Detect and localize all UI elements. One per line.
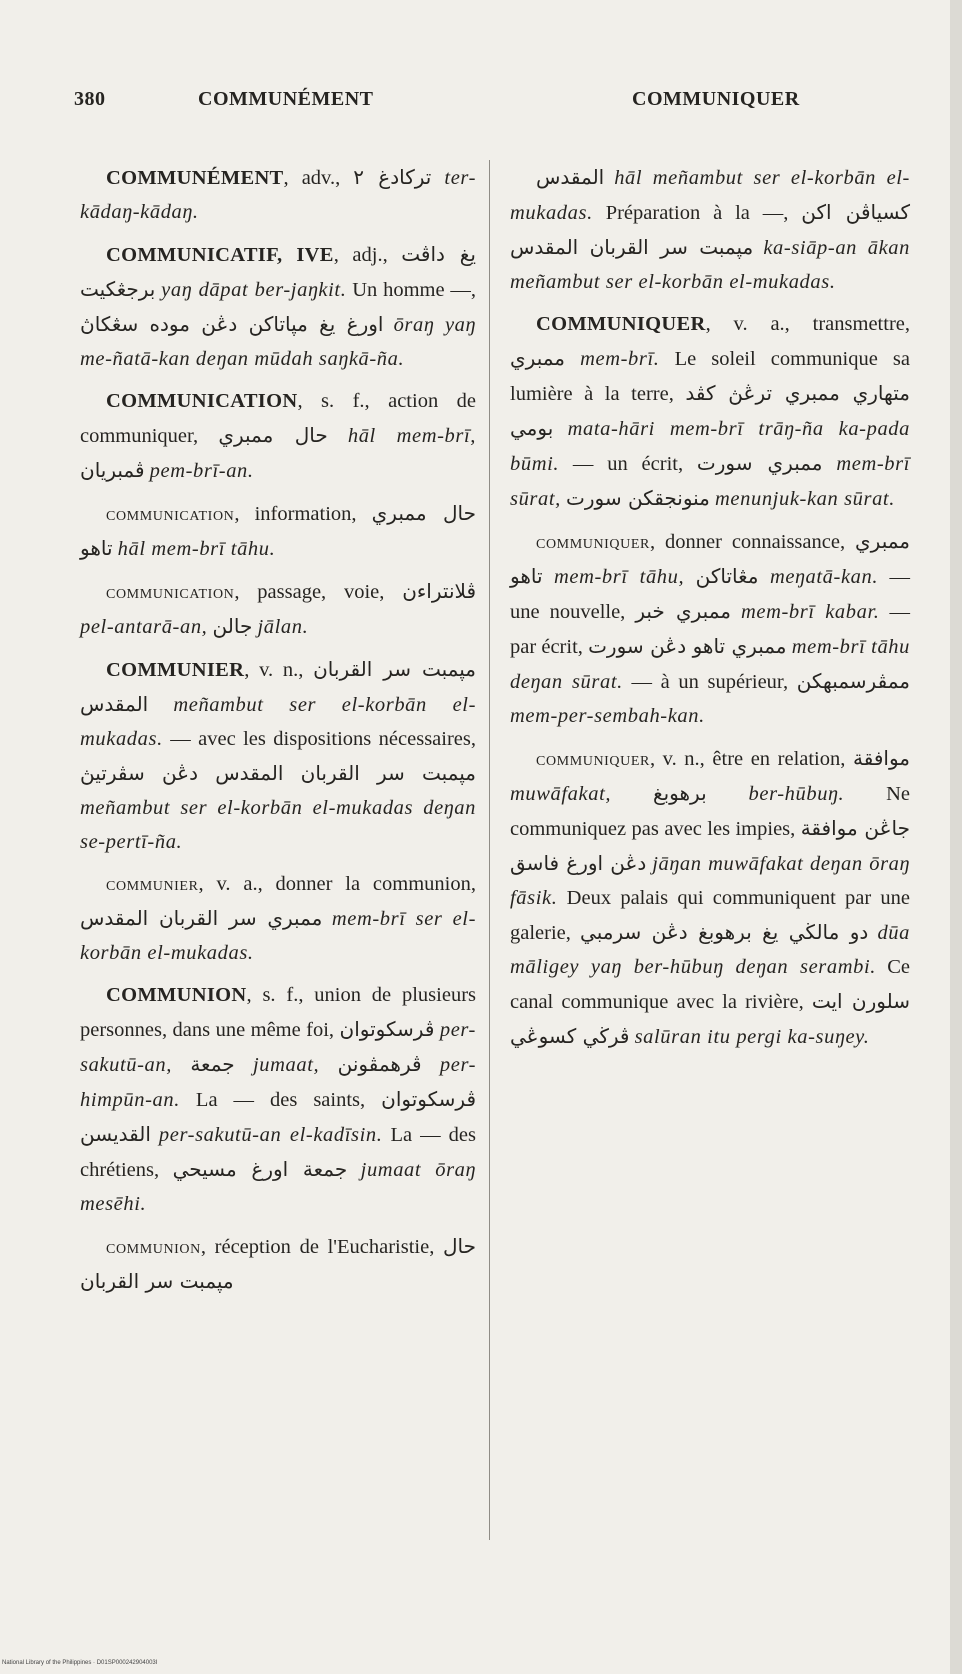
definition-text: [684, 566, 695, 588]
sub-headword: communiquer: [536, 531, 650, 553]
transliteration: ōraŋ yaŋ me-ñatā-kan deŋan mūdah saŋkā-ña.: [80, 314, 477, 370]
definition-text: [319, 1054, 337, 1076]
transliteration: per-sakutū-an el-kadīsin.: [158, 1124, 383, 1146]
definition-text: , s. f., union de plusieurs personnes, dans une même foi,: [80, 984, 476, 1041]
sub-headword: communion: [106, 1236, 201, 1258]
definition-text: [565, 348, 580, 370]
transliteration: mem-brī sūrat,: [510, 453, 911, 510]
definition-text: [347, 1159, 360, 1181]
dictionary-entry: [80, 1229, 476, 1299]
jawi-text: يغ داڤت برجڠكيت: [80, 242, 476, 301]
definition-text: Ne communiquez pas avec les impies,: [510, 783, 911, 840]
scan-credit: National Library of the Philippines · D01SP000242904003I: [2, 1660, 158, 1666]
definition-text: [823, 453, 837, 475]
definition-text: , donner connaissance,: [649, 531, 855, 553]
definition-text: [707, 783, 749, 805]
transliteration: meñambut ser el-korbān el-mukadas.: [80, 694, 476, 750]
dictionary-entry: [80, 867, 476, 970]
dictionary-entry: [80, 652, 476, 859]
dictionary-entry: [80, 496, 476, 566]
transliteration: yaŋ dāpat ber-jaŋkit.: [161, 279, 347, 301]
definition-text: Préparation à la —,: [592, 202, 802, 224]
dictionary-entry: [80, 978, 476, 1221]
page-edge: [950, 0, 962, 1674]
definition-text: [759, 566, 770, 588]
definition-text: [611, 783, 653, 805]
headword: COMMUNIER: [106, 659, 245, 681]
jawi-text: دو مالڬي يغ برهوبغ دڠن سرمبي: [580, 920, 869, 944]
transliteration: hāl meñambut ser el-korbān el-mukadas.: [510, 167, 910, 224]
dictionary-entry: [510, 524, 910, 733]
headword: COMMUNÉMENT: [106, 167, 284, 189]
definition-text: , v. a., transmettre,: [705, 313, 910, 335]
transliteration: jumaat ōraŋ mesēhi.: [80, 1159, 477, 1215]
definition-text: [553, 418, 567, 440]
definition-text: , réception de l'Eucharistie,: [200, 1236, 443, 1258]
definition-text: — une nouvelle,: [510, 566, 910, 623]
jawi-text: ڤلانتراءن: [402, 579, 476, 603]
headword: COMMUNION: [106, 984, 247, 1006]
jawi-text: سلورن ايت ڤرڬي کسوڠي: [510, 989, 910, 1048]
dictionary-entry: [510, 307, 910, 516]
jawi-text: مڠاتاکن: [695, 564, 759, 588]
transliteration: mem-per-sembah-kan.: [510, 705, 705, 727]
jawi-text: حال ممبري تاهو: [80, 501, 476, 560]
transliteration: meŋatā-kan.: [769, 566, 879, 588]
jawi-text: ڤرهمڤونن: [337, 1052, 422, 1076]
jawi-text: المقدس: [536, 165, 605, 189]
definition-text: , v. n., être en relation,: [649, 748, 853, 770]
definition-text: Deux palais qui communiquent par une galerie,: [510, 887, 910, 944]
transliteration: salūran itu pergi ka-suŋey.: [634, 1026, 870, 1048]
jawi-text: برهوبغ: [652, 781, 707, 805]
jawi-text: جالن: [212, 614, 253, 638]
headword: COMMUNICATIF, IVE: [106, 244, 334, 266]
definition-text: [383, 314, 393, 336]
jawi-text: ممبري: [510, 346, 565, 370]
transliteration: jālan.: [257, 616, 309, 638]
jawi-text: ممبري سورت: [696, 451, 823, 475]
jawi-text: موافقة: [852, 746, 910, 770]
definition-text: , s. f., action de communiquer,: [80, 390, 476, 447]
jawi-text: اورغ يغ مڽاتاکن دڠن موده سڠکاڽ: [80, 312, 384, 336]
jawi-text: جمعة: [190, 1052, 235, 1076]
definition-text: [731, 601, 741, 623]
definition-text: [172, 1054, 190, 1076]
transliteration: mem-brī tāhu,: [553, 566, 685, 588]
definition-text: — un écrit,: [559, 453, 697, 475]
headword: COMMUNICATION: [106, 390, 298, 412]
transliteration: meñambut ser el-korbān el-mukadas deŋan se-pertī-ña.: [80, 797, 476, 853]
sub-headword: communier: [106, 873, 199, 895]
headword: COMMUNIQUER: [536, 313, 706, 335]
definition-text: — à un supérieur,: [622, 671, 797, 693]
jawi-text: ڤرسکوتوان القديسن: [80, 1087, 476, 1146]
transliteration: mem-brī tāhu deŋan sūrat.: [510, 636, 911, 693]
page-number: 380: [74, 88, 106, 110]
jawi-text: ممبري سر القربان المقدس: [80, 906, 323, 930]
transliteration: mem-brī ser el-korbān el-mukadas.: [80, 908, 476, 964]
jawi-text: ممبري تاهو: [510, 529, 910, 588]
jawi-text: کسياڤن اکن مڽمبت سر القربان المقدس: [510, 200, 911, 259]
jawi-text: مڽمبت سر القربان المقدس دڠن سڤرتيڽ: [80, 761, 476, 785]
jawi-text: منونجقکن سورت: [566, 486, 710, 510]
transliteration: ter-kādaŋ-kādaŋ.: [80, 167, 476, 223]
definition-text: [151, 1124, 159, 1146]
definition-text: La — des saints,: [179, 1089, 382, 1111]
running-head-right: COMMUNIQUER: [632, 88, 800, 110]
right-column: [510, 160, 910, 1062]
jawi-text: ڤرسکوتوان: [339, 1017, 435, 1041]
transliteration: mem-brī kabar.: [740, 601, 880, 623]
dictionary-entry: [80, 160, 476, 229]
jawi-text: ڤمبريان: [80, 458, 145, 482]
transliteration: per-sakutū-an,: [80, 1019, 476, 1076]
transliteration: jāŋan muwāfakat deŋan ōraŋ fāsik.: [510, 853, 911, 909]
definition-text: , information,: [234, 503, 372, 525]
jawi-text: جمعة اورغ مسيحي: [172, 1157, 348, 1181]
transliteration: pel-antarā-an,: [80, 616, 208, 638]
dictionary-entry: [80, 237, 476, 376]
jawi-text: حال مڽمبت سر القربان: [80, 1234, 476, 1293]
sub-headword: communication: [106, 503, 235, 525]
definition-text: [328, 425, 348, 447]
definition-text: [322, 908, 332, 930]
transliteration: mata-hāri mem-brī trāŋ-ña ka-pada būmi.: [510, 418, 910, 475]
definition-text: La — des chrétiens,: [80, 1124, 476, 1181]
running-head-left: COMMUNÉMENT: [198, 88, 374, 110]
dictionary-entry: [510, 160, 910, 299]
transliteration: jumaat,: [252, 1054, 320, 1076]
definition-text: [235, 1054, 253, 1076]
transliteration: ber-hūbuŋ.: [748, 783, 845, 805]
definition-text: [604, 167, 614, 189]
definition-text: [148, 694, 173, 716]
transliteration: hāl mem-brī tāhu.: [117, 538, 276, 560]
jawi-text: مڽمبت سر القربان المقدس: [80, 657, 476, 716]
jawi-text: ترکادغ ٢: [353, 165, 432, 189]
definition-text: — avec les dispositions nécessaires,: [162, 728, 476, 750]
jawi-text: ممبري تاهو دڠن سورت: [588, 634, 787, 658]
dictionary-entry: [80, 574, 476, 644]
definition-text: Un homme —,: [346, 279, 476, 301]
definition-text: , adj.,: [333, 244, 402, 266]
definition-text: [543, 566, 554, 588]
sub-headword: communiquer: [536, 748, 650, 770]
transliteration: ka-siāp-an ākan meñambut ser el-korbān el-mukadas.: [510, 237, 911, 293]
dictionary-entry: [510, 741, 910, 1054]
transliteration: dūa māligey yaŋ ber-hūbuŋ deŋan serambi.: [510, 922, 911, 978]
definition-text: Ce canal communique avec la rivière,: [510, 956, 910, 1013]
definition-text: — par écrit,: [510, 601, 911, 658]
definition-text: , v. a., donner la communion,: [198, 873, 476, 895]
jawi-text: جاڠن موافقة دڠن اورغ فاسق: [510, 816, 910, 875]
dictionary-entry: [80, 384, 476, 488]
column-divider: [489, 160, 490, 1540]
transliteration: muwāfakat,: [510, 783, 612, 805]
definition-text: , v. n.,: [244, 659, 314, 681]
sub-headword: communication: [106, 581, 235, 603]
transliteration: mem-brī.: [580, 348, 660, 370]
jawi-text: ممبري خبر: [635, 599, 731, 623]
definition-text: , adv.,: [283, 167, 354, 189]
jawi-text: متهاري ممبري ترڠڽ کڤد بومي: [510, 381, 910, 440]
jawi-text: ممڤرسمبهکن: [796, 669, 910, 693]
definition-text: , passage, voie,: [234, 581, 403, 603]
transliteration: menunjuk-kan sūrat.: [715, 488, 895, 510]
definition-text: Le soleil communique sa lumière à la terre,: [510, 348, 910, 405]
definition-text: [422, 1054, 440, 1076]
jawi-text: حال ممبري: [218, 423, 328, 447]
transliteration: hāl mem-brī,: [347, 425, 476, 447]
left-column: [80, 160, 476, 1307]
transliteration: pem-brī-an.: [149, 460, 254, 482]
definition-text: [431, 167, 444, 189]
transliteration: per-himpūn-an.: [80, 1054, 477, 1111]
definition-text: [753, 237, 763, 259]
